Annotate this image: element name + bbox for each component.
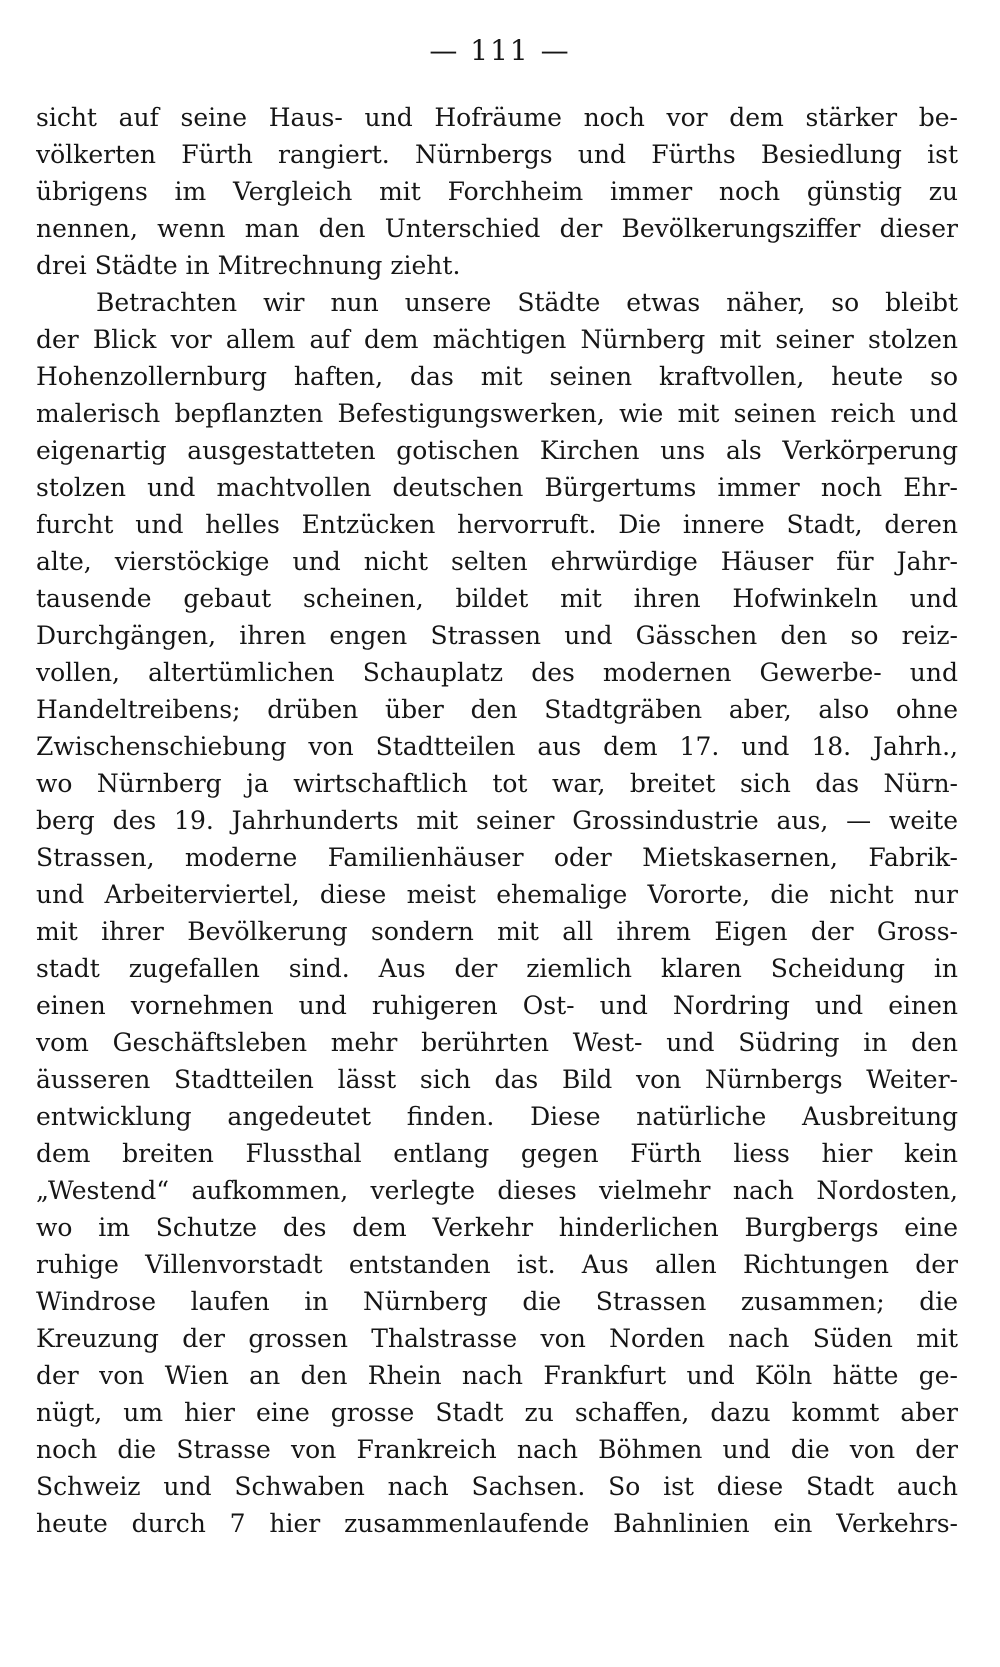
text-line: der von Wien an den Rhein nach Frankfurt und Köln hätte ge-	[36, 1361, 958, 1390]
text-line: berg des 19. Jahrhunderts mit seiner Grossindustrie aus, — weite	[36, 806, 958, 835]
text-line: völkerten Fürth rangiert. Nürnbergs und Fürths Besiedlung ist	[36, 140, 958, 169]
text-line: eigenartig ausgestatteten gotischen Kirchen uns als Verkörperung	[36, 436, 958, 465]
text-line: vollen, altertümlichen Schauplatz des modernen Gewerbe- und	[36, 658, 958, 687]
text-line: übrigens im Vergleich mit Forchheim immer noch günstig zu	[36, 177, 958, 206]
text-line: Windrose laufen in Nürnberg die Strassen zusammen; die	[36, 1287, 958, 1316]
text-line: ruhige Villenvorstadt entstanden ist. Aus allen Richtungen der	[36, 1250, 958, 1279]
paragraph	[36, 99, 958, 284]
text-line: wo im Schutze des dem Verkehr hinderlichen Burgbergs eine	[36, 1213, 958, 1242]
text-line: Hohenzollernburg haften, das mit seinen kraftvollen, heute so	[36, 362, 958, 391]
text-line: Zwischenschiebung von Stadtteilen aus dem 17. und 18. Jahrh.,	[36, 732, 958, 761]
text-line: tausende gebaut scheinen, bildet mit ihren Hofwinkeln und	[36, 584, 958, 613]
text-line: alte, vierstöckige und nicht selten ehrwürdige Häuser für Jahr-	[36, 547, 958, 576]
text-line: äusseren Stadtteilen lässt sich das Bild von Nürnbergs Weiter-	[36, 1065, 958, 1094]
text-line: der Blick vor allem auf dem mächtigen Nürnberg mit seiner stolzen	[36, 325, 958, 354]
paragraph	[36, 284, 958, 1542]
text-line: wo Nürnberg ja wirtschaftlich tot war, breitet sich das Nürn-	[36, 769, 958, 798]
text-line: sicht auf seine Haus- und Hofräume noch vor dem stärker be-	[36, 103, 958, 132]
text-line: malerisch bepflanzten Befestigungswerken, wie mit seinen reich und	[36, 399, 958, 428]
text-line: vom Geschäftsleben mehr berührten West- und Südring in den	[36, 1028, 958, 1057]
text-line: nügt, um hier eine grosse Stadt zu schaffen, dazu kommt aber	[36, 1398, 958, 1427]
page-number: — 111 —	[429, 34, 571, 67]
text-line: furcht und helles Entzücken hervorruft. Die innere Stadt, deren	[36, 510, 958, 539]
text-line: Strassen, moderne Familienhäuser oder Mietskasernen, Fabrik-	[36, 843, 958, 872]
text-line: Durchgängen, ihren engen Strassen und Gässchen den so reiz-	[36, 621, 958, 650]
text-line: nennen, wenn man den Unterschied der Bevölkerungsziffer dieser	[36, 214, 958, 243]
text-line: und Arbeiterviertel, diese meist ehemalige Vororte, die nicht nur	[36, 880, 958, 909]
body-text	[36, 99, 958, 1542]
text-line: entwicklung angedeutet finden. Diese natürliche Ausbreitung	[36, 1102, 958, 1131]
text-line: „Westend“ aufkommen, verlegte dieses vielmehr nach Nordosten,	[36, 1176, 958, 1205]
text-line: Kreuzung der grossen Thalstrasse von Norden nach Süden mit	[36, 1324, 958, 1353]
text-line: Betrachten wir nun unsere Städte etwas näher, so bleibt	[96, 288, 958, 317]
text-line: Schweiz und Schwaben nach Sachsen. So ist diese Stadt auch	[36, 1472, 958, 1501]
text-line: stadt zugefallen sind. Aus der ziemlich klaren Scheidung in	[36, 954, 958, 983]
text-line: Handeltreibens; drüben über den Stadtgräben aber, also ohne	[36, 695, 958, 724]
text-line: heute durch 7 hier zusammenlaufende Bahnlinien ein Verkehrs-	[36, 1509, 958, 1538]
text-line: einen vornehmen und ruhigeren Ost- und Nordring und einen	[36, 991, 958, 1020]
text-line: stolzen und machtvollen deutschen Bürgertums immer noch Ehr-	[36, 473, 958, 502]
text-line: drei Städte in Mitrechnung zieht.	[36, 251, 461, 280]
text-line: noch die Strasse von Frankreich nach Böhmen und die von der	[36, 1435, 958, 1464]
text-line: mit ihrer Bevölkerung sondern mit all ihrem Eigen der Gross-	[36, 917, 958, 946]
text-line: dem breiten Flussthal entlang gegen Fürth liess hier kein	[36, 1139, 958, 1168]
